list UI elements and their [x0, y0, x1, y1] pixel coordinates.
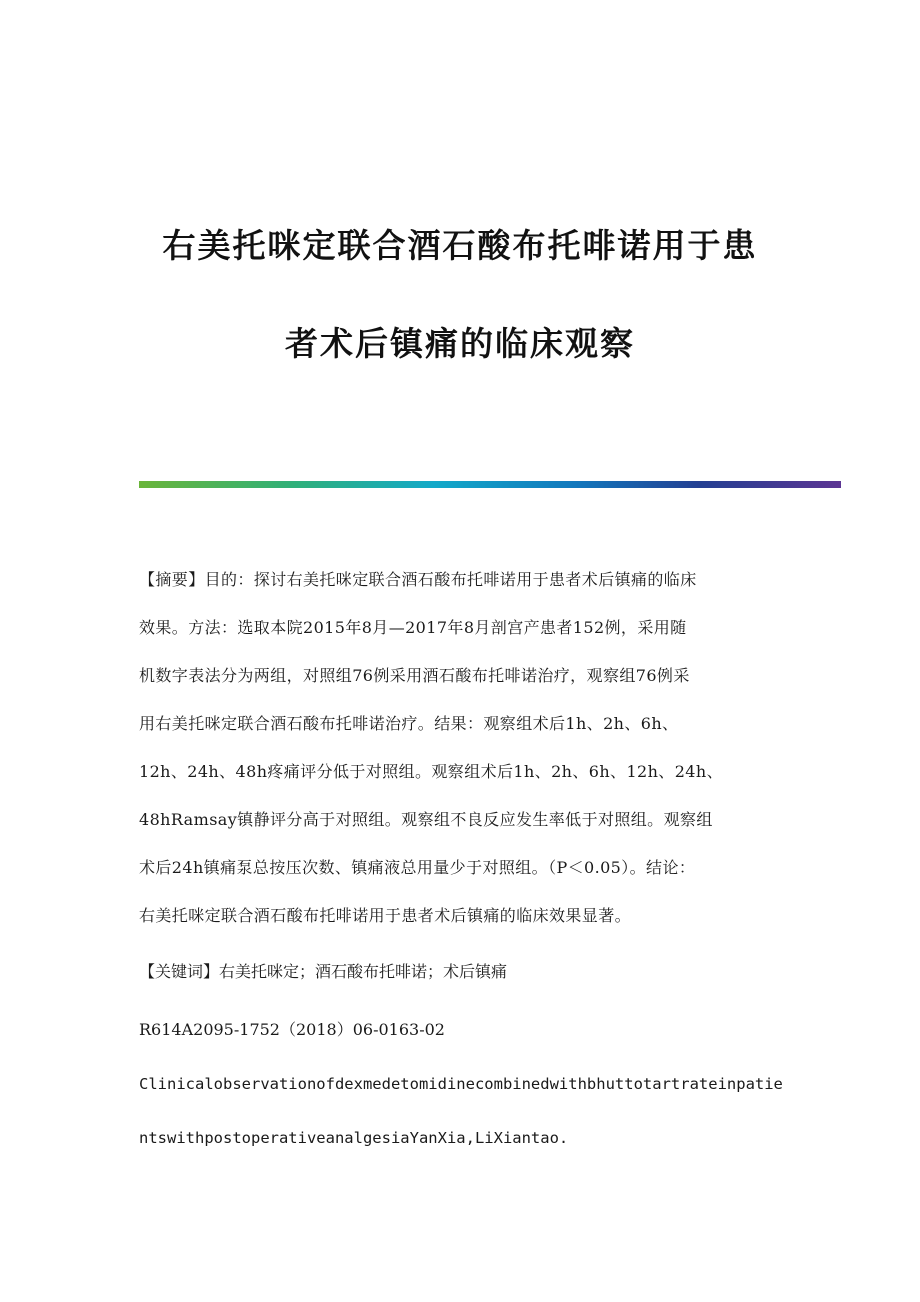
abstract-line: 机数字表法分为两组，对照组76例采用酒石酸布托啡诺治疗，观察组76例采 — [139, 666, 690, 685]
classification-number: R614A2095-1752（2018）06-0163-02 — [139, 1020, 445, 1039]
abstract-line — [139, 566, 779, 614]
abstract-line: 效果。方法：选取本院2015年8月—2017年8月剖宫产患者152例，采用随 — [139, 618, 687, 637]
abstract-line: 用右美托咪定联合酒石酸布托啡诺治疗。结果：观察组术后1h、2h、6h、 — [139, 714, 679, 733]
gradient-divider — [139, 481, 841, 488]
abstract-line: 12h、24h、48h疼痛评分低于对照组。观察组术后1h、2h、6h、12h、24h、 — [139, 762, 723, 781]
keywords-section — [139, 958, 779, 986]
abstract-text: 目的：探讨右美托咪定联合酒石酸布托啡诺用于患者术后镇痛的临床 — [204, 570, 697, 589]
page-title-line-2: 者术后镇痛的临床观察 — [285, 324, 635, 363]
abstract-line: 48hRamsay镇静评分高于对照组。观察组不良反应发生率低于对照组。观察组 — [139, 810, 713, 829]
english-title-line: Clinicalobservationofdexmedetomidinecombinedwithbhuttotartrateinpatie — [139, 1075, 783, 1093]
english-title-section — [139, 1070, 783, 1178]
abstract-label: 【摘要】 — [139, 570, 205, 589]
abstract-line: 术后24h镇痛泵总按压次数、镇痛液总用量少于对照组。（P＜0.05）。结论： — [139, 858, 696, 877]
keywords-label: 【关键词】 — [139, 962, 220, 981]
keywords-text: 右美托咪定；酒石酸布托啡诺；术后镇痛 — [219, 962, 508, 981]
english-title-line: ntswithpostoperativeanalgesiaYanXia,LiXiantao. — [139, 1129, 569, 1147]
abstract-section — [139, 566, 779, 950]
abstract-line: 右美托咪定联合酒石酸布托啡诺用于患者术后镇痛的临床效果显著。 — [139, 906, 632, 925]
page-title-line-1: 右美托咪定联合酒石酸布托啡诺用于患 — [162, 226, 758, 265]
